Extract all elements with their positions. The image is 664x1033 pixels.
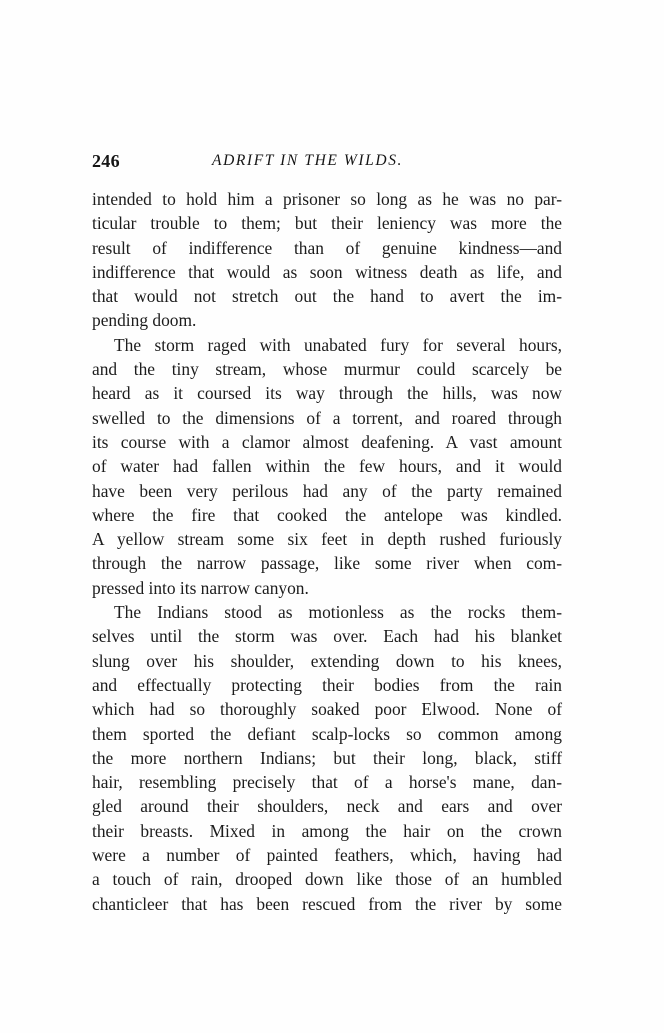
paragraph — [92, 187, 562, 333]
text-line: which had so thoroughly soaked poor Elwood. None of — [92, 699, 562, 720]
text-line: chanticleer that has been rescued from the river by some — [92, 893, 562, 914]
text-line: have been very perilous had any of the party remained — [92, 480, 562, 501]
text-line: a touch of rain, drooped down like those of an humbled — [92, 869, 562, 890]
text-line: pending doom. — [92, 310, 197, 331]
text-line: pressed into its narrow canyon. — [92, 577, 309, 598]
body-text — [92, 187, 562, 916]
page-number: 246 — [92, 151, 120, 171]
text-line: where the fire that cooked the antelope was kindled. — [92, 504, 562, 525]
paragraph — [92, 600, 562, 916]
text-line: indifference that would as soon witness death as life, and — [92, 261, 562, 282]
text-line: A yellow stream some six feet in depth rushed furiously — [92, 529, 562, 550]
text-line: The Indians stood as motionless as the rocks them- — [114, 602, 562, 623]
text-line: selves until the storm was over. Each had his blanket — [92, 626, 562, 647]
text-line: slung over his shoulder, extending down to his knees, — [92, 650, 562, 671]
text-line: its course with a clamor almost deafening. A vast amount — [92, 431, 562, 452]
text-line: swelled to the dimensions of a torrent, and roared through — [92, 407, 562, 428]
text-line: heard as it coursed its way through the hills, was now — [92, 383, 562, 404]
running-title: ADRIFT IN THE WILDS. — [212, 152, 404, 169]
text-line: and the tiny stream, whose murmur could scarcely be — [92, 359, 562, 380]
text-line: hair, resembling precisely that of a horse's mane, dan- — [92, 772, 562, 793]
text-line: of water had fallen within the few hours, and it would — [92, 456, 562, 477]
text-line: and effectually protecting their bodies from the rain — [92, 674, 562, 695]
text-line: The storm raged with unabated fury for several hours, — [114, 334, 562, 355]
text-line: intended to hold him a prisoner so long as he was no par- — [92, 189, 562, 209]
text-line: through the narrow passage, like some river when com- — [92, 553, 562, 574]
text-line: were a number of painted feathers, which, having had — [92, 845, 562, 866]
running-head — [92, 151, 562, 175]
text-line: ticular trouble to them; but their leniency was more the — [92, 213, 562, 234]
paragraph — [92, 333, 562, 600]
text-line: the more northern Indians; but their long, black, stiff — [92, 747, 562, 768]
text-line: them sported the defiant scalp-locks so common among — [92, 723, 562, 744]
text-line: that would not stretch out the hand to avert the im- — [92, 286, 562, 307]
text-line: their breasts. Mixed in among the hair on the crown — [92, 820, 562, 841]
text-line: result of indifference than of genuine kindness—and — [92, 237, 562, 258]
text-line: gled around their shoulders, neck and ears and over — [92, 796, 562, 817]
